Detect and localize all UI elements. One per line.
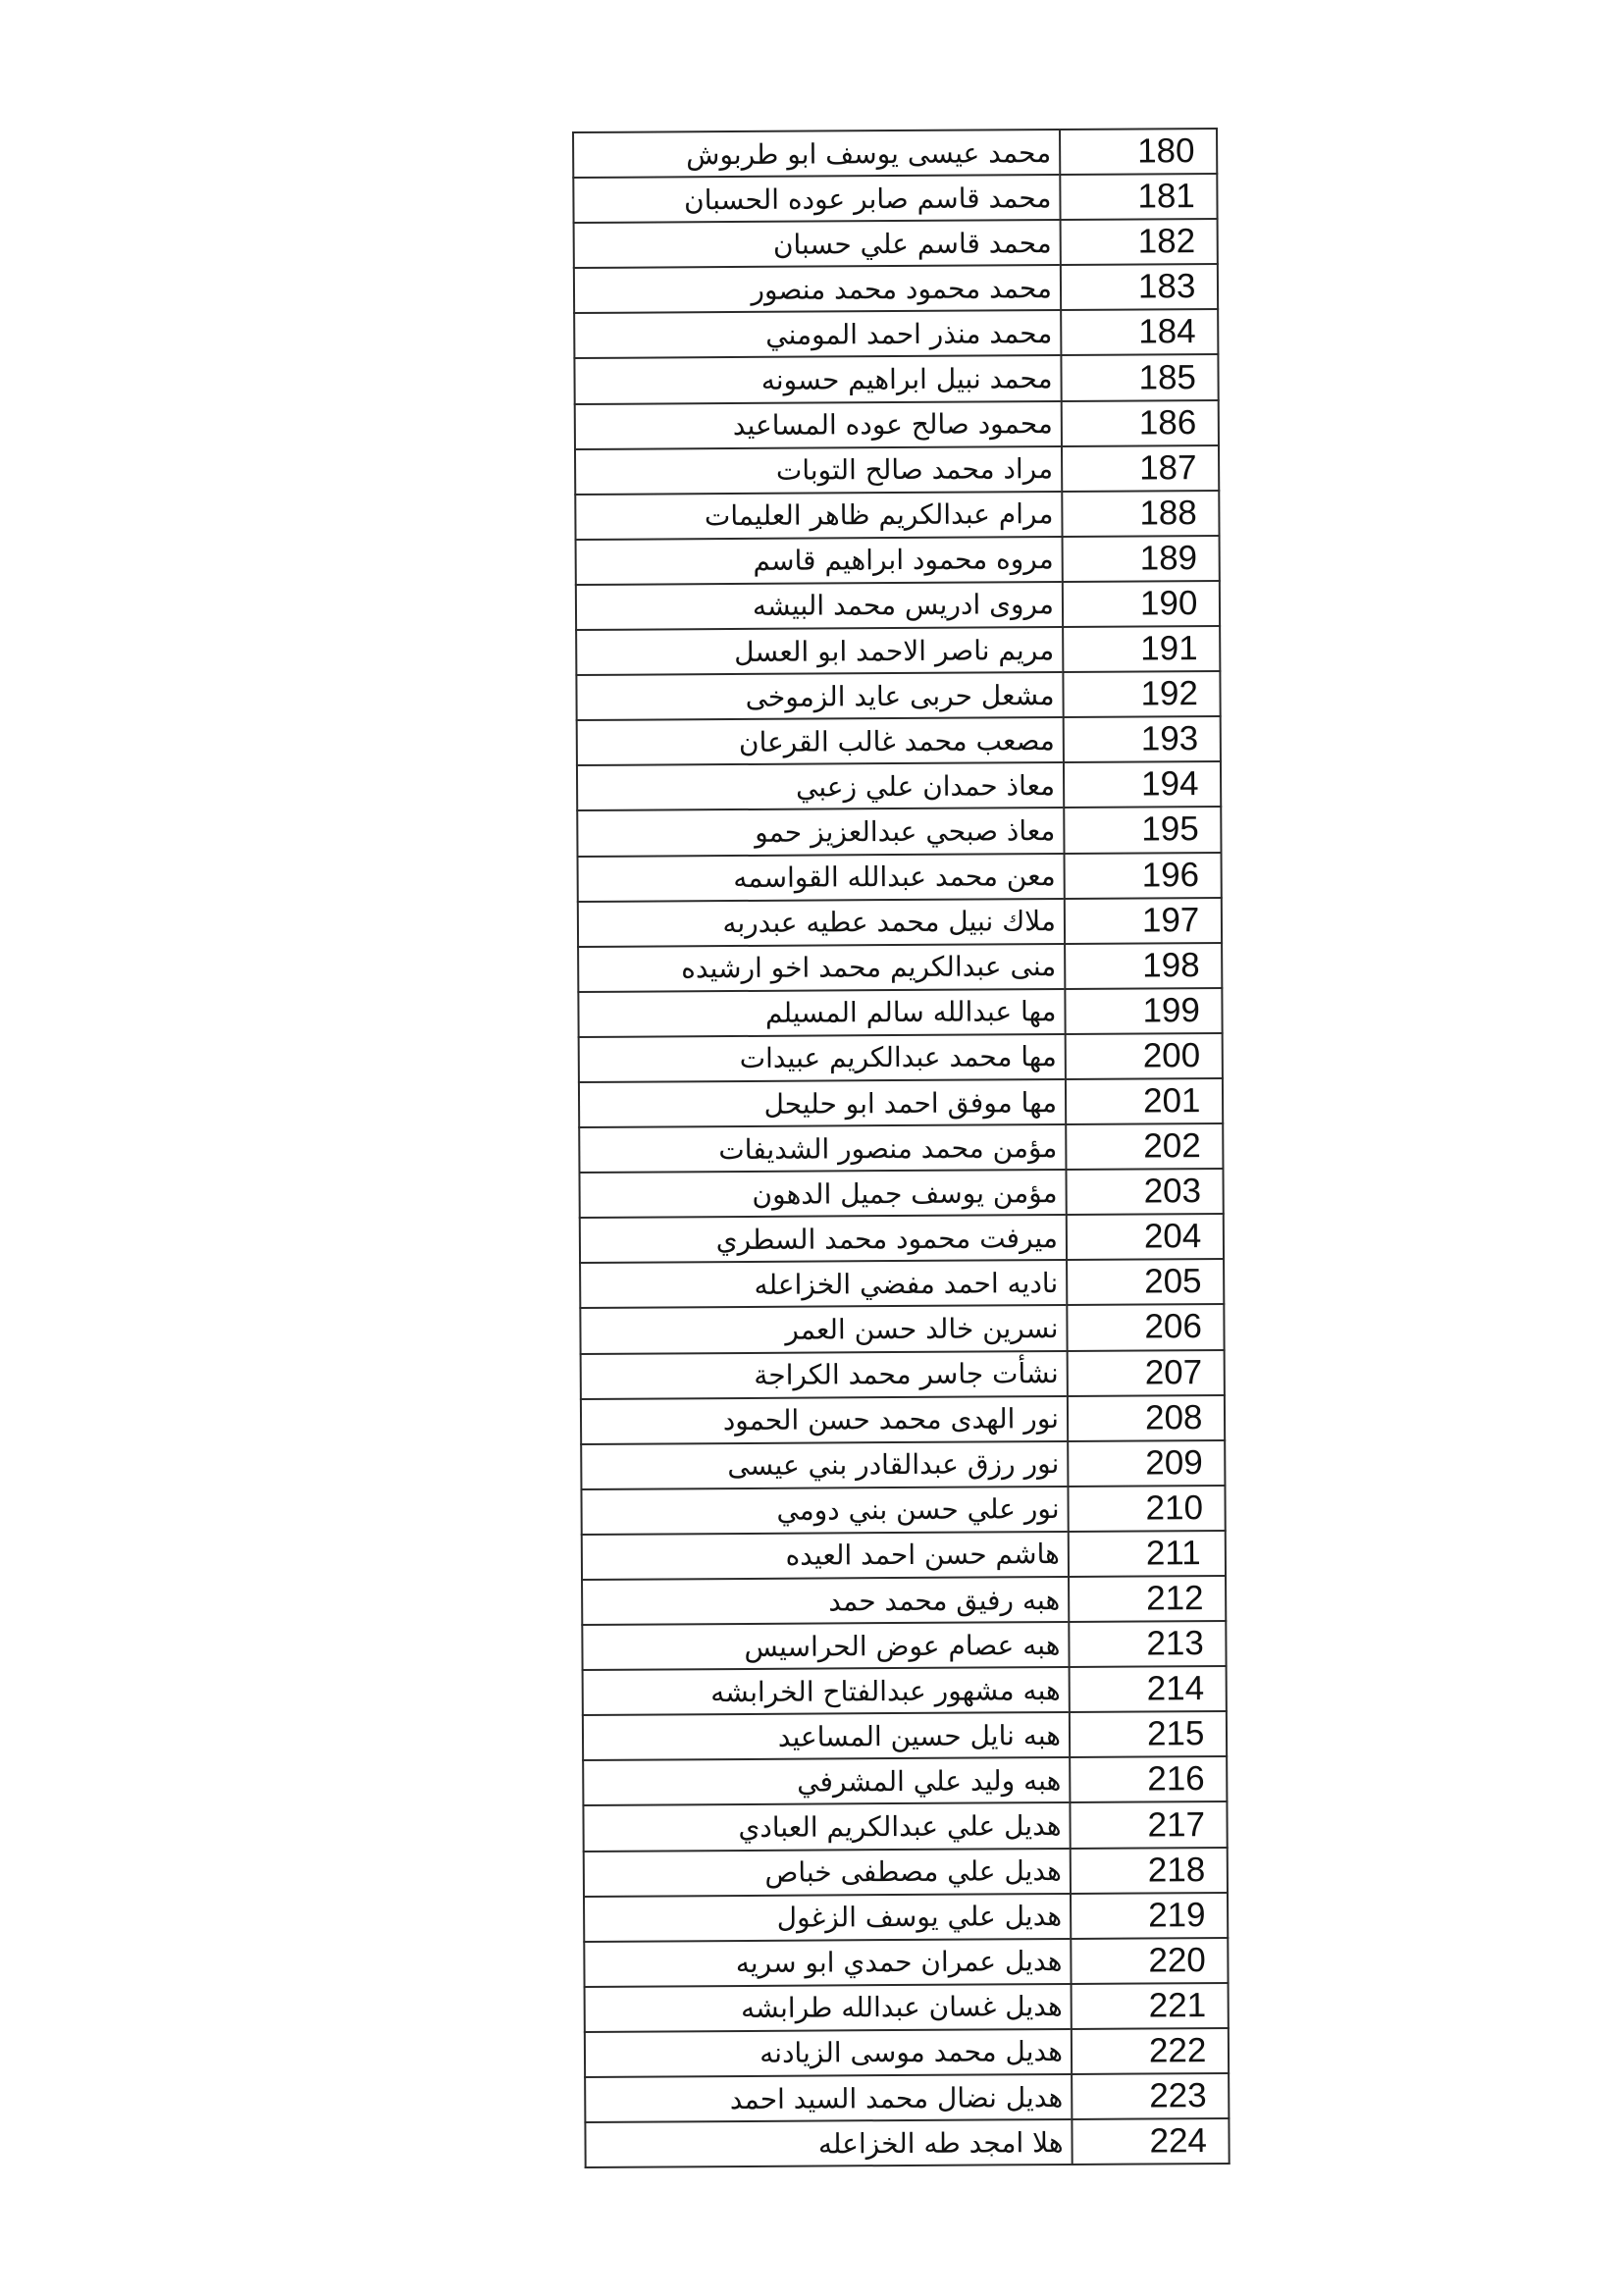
person-name: ملاك نبيل محمد عطيه عبدربه <box>578 899 1065 947</box>
person-name: هبه عصام عوض الحراسيس <box>582 1622 1069 1670</box>
row-number: 224 <box>1072 2118 1229 2165</box>
table-row <box>581 1486 1225 1535</box>
table-row <box>579 1169 1223 1218</box>
table-row <box>574 309 1218 358</box>
table-row <box>584 1938 1228 1987</box>
person-name: هبه رفيق محمد حمد <box>582 1577 1069 1625</box>
person-name: مروى ادريس محمد البيشه <box>576 582 1063 630</box>
person-name: هبه نايل حسين المساعيد <box>583 1712 1070 1760</box>
row-number: 193 <box>1064 716 1221 762</box>
table-row <box>573 129 1217 178</box>
person-name: نور علي حسن بني دومي <box>581 1487 1068 1535</box>
row-number: 199 <box>1065 988 1222 1034</box>
row-number: 213 <box>1069 1621 1226 1667</box>
table-row <box>582 1621 1226 1670</box>
table-row <box>573 174 1217 223</box>
row-number: 200 <box>1066 1033 1223 1079</box>
person-name: هديل محمد موسى الزيادنه <box>585 2029 1072 2077</box>
table-row <box>579 1033 1223 1082</box>
row-number: 212 <box>1069 1576 1226 1622</box>
table-row <box>576 536 1220 585</box>
table-row <box>585 2118 1229 2167</box>
person-name: محمد عيسى يوسف ابو طربوش <box>573 130 1060 178</box>
person-name: ناديه احمد مفضي الخزاعله <box>580 1260 1067 1308</box>
person-name: هلا امجد طه الخزاعله <box>585 2119 1072 2167</box>
row-number: 203 <box>1066 1169 1223 1215</box>
row-number: 187 <box>1062 445 1219 492</box>
row-number: 205 <box>1067 1259 1224 1305</box>
row-number: 188 <box>1062 491 1219 537</box>
person-name: هديل نضال محمد السيد احمد <box>585 2074 1072 2122</box>
table-row <box>574 264 1218 313</box>
row-number: 184 <box>1061 309 1218 355</box>
person-name: مشعل حربى عايد الزموخى <box>576 672 1063 720</box>
person-name: محمد قاسم علي حسبان <box>574 220 1061 268</box>
row-number: 204 <box>1067 1214 1224 1260</box>
person-name: هاشم حسن احمد العيده <box>582 1532 1069 1580</box>
person-name: محمود صالح عوده المساعيد <box>575 401 1062 449</box>
names-table-body <box>573 129 1230 2167</box>
person-name: مرام عبدالكريم ظاهر العليمات <box>575 492 1062 540</box>
table-row <box>577 716 1221 765</box>
person-name: ميرفت محمود محمد السطري <box>580 1215 1067 1263</box>
table-row <box>579 1078 1223 1127</box>
person-name: محمد منذر احمد المومني <box>574 310 1061 358</box>
table-row <box>575 445 1219 495</box>
table-row <box>575 491 1219 540</box>
table-row <box>578 943 1222 992</box>
table-row <box>584 1893 1228 1942</box>
table-row <box>578 898 1222 947</box>
person-name: محمد نبيل ابراهيم حسونه <box>574 355 1061 403</box>
table-row <box>577 807 1221 856</box>
row-number: 215 <box>1070 1711 1227 1757</box>
person-name: مصعب محمد غالب القرعان <box>577 717 1064 765</box>
person-name: نشأت جاسر محمد الكراجة <box>581 1350 1068 1398</box>
row-number: 195 <box>1064 807 1221 853</box>
person-name: نور الهدى محمد حسن الحمود <box>581 1396 1068 1444</box>
row-number: 192 <box>1063 671 1220 717</box>
row-number: 202 <box>1066 1123 1223 1170</box>
person-name: محمد قاسم صابر عوده الحسبان <box>573 175 1060 223</box>
person-name: نسرين خالد حسن العمر <box>580 1305 1067 1353</box>
person-name: هبه مشهور عبدالفتاح الخرابشه <box>583 1667 1070 1715</box>
row-number: 182 <box>1061 219 1218 265</box>
table-row <box>580 1304 1224 1353</box>
row-number: 201 <box>1066 1078 1223 1124</box>
table-row <box>581 1350 1225 1399</box>
row-number: 209 <box>1068 1440 1225 1487</box>
table-row <box>585 2028 1229 2077</box>
person-name: هديل علي يوسف الزغول <box>584 1894 1071 1942</box>
row-number: 214 <box>1070 1666 1227 1712</box>
person-name: منى عبدالكريم محمد اخو ارشيده <box>578 944 1065 992</box>
row-number: 217 <box>1070 1801 1227 1848</box>
person-name: معاذ حمدان علي زعبي <box>577 762 1064 810</box>
table-row <box>582 1576 1226 1625</box>
table-row <box>575 400 1219 449</box>
row-number: 194 <box>1064 761 1221 808</box>
table-row <box>574 354 1218 403</box>
row-number: 211 <box>1069 1531 1226 1577</box>
row-number: 206 <box>1067 1304 1224 1350</box>
row-number: 210 <box>1068 1486 1225 1532</box>
person-name: هديل علي عبدالكريم العبادي <box>583 1802 1070 1851</box>
table-row <box>585 1983 1229 2032</box>
table-row <box>577 761 1221 810</box>
person-name: معن محمد عبدالله القواسمه <box>578 853 1065 901</box>
row-number: 190 <box>1063 581 1220 627</box>
row-number: 181 <box>1060 174 1217 220</box>
row-number: 186 <box>1062 400 1219 446</box>
table-row <box>580 1214 1224 1263</box>
person-name: هديل علي مصطفى خباص <box>584 1849 1071 1897</box>
row-number: 208 <box>1068 1395 1225 1441</box>
table-row <box>576 671 1220 720</box>
table-row <box>581 1395 1225 1444</box>
person-name: نور رزق عبدالقادر بني عيسى <box>581 1441 1068 1489</box>
row-number: 216 <box>1070 1756 1227 1802</box>
table-row <box>579 1123 1223 1173</box>
person-name: مؤمن محمد منصور الشديفات <box>579 1124 1066 1173</box>
person-name: مها محمد عبدالكريم عبيدات <box>579 1034 1066 1082</box>
row-number: 198 <box>1065 943 1222 989</box>
person-name: معاذ صبحي عبدالعزيز حمو <box>577 808 1064 856</box>
row-number: 191 <box>1063 626 1220 672</box>
table-row <box>576 581 1220 630</box>
row-number: 189 <box>1063 536 1220 582</box>
row-number: 197 <box>1065 898 1222 944</box>
row-number: 220 <box>1071 1938 1228 1984</box>
row-number: 183 <box>1061 264 1218 310</box>
names-table <box>572 128 1230 2168</box>
row-number: 180 <box>1060 129 1217 175</box>
row-number: 207 <box>1068 1350 1225 1396</box>
row-number: 218 <box>1071 1848 1228 1894</box>
table-row <box>574 219 1218 268</box>
person-name: هديل غسان عبدالله طرابشه <box>585 1984 1072 2032</box>
table-row <box>578 852 1222 901</box>
row-number: 219 <box>1071 1893 1228 1939</box>
row-number: 185 <box>1061 354 1218 400</box>
person-name: مراد محمد صالح التوبات <box>575 446 1062 495</box>
table-row <box>576 626 1220 675</box>
person-name: مؤمن يوسف جميل الدهون <box>579 1170 1066 1218</box>
table-row <box>583 1666 1227 1715</box>
table-row <box>578 988 1222 1037</box>
table-row <box>581 1440 1225 1489</box>
person-name: هبه وليد علي المشرفي <box>583 1757 1070 1805</box>
person-name: مريم ناصر الاحمد ابو العسل <box>576 627 1063 675</box>
table-row <box>583 1711 1227 1760</box>
table-row <box>582 1531 1226 1580</box>
table-row <box>580 1259 1224 1308</box>
person-name: مها موفق احمد ابو حليحل <box>579 1079 1066 1127</box>
table-row <box>584 1848 1228 1897</box>
table-row <box>583 1801 1227 1851</box>
table-row <box>585 2073 1229 2122</box>
person-name: محمد محمود محمد منصور <box>574 265 1061 313</box>
person-name: هديل عمران حمدي ابو سريه <box>584 1939 1071 1987</box>
table-row <box>583 1756 1227 1805</box>
row-number: 223 <box>1072 2073 1229 2119</box>
person-name: مها عبدالله سالم المسيلم <box>578 989 1065 1037</box>
row-number: 222 <box>1072 2028 1229 2074</box>
row-number: 221 <box>1072 1983 1229 2029</box>
row-number: 196 <box>1065 852 1222 898</box>
person-name: مروه محمود ابراهيم قاسم <box>576 537 1063 585</box>
